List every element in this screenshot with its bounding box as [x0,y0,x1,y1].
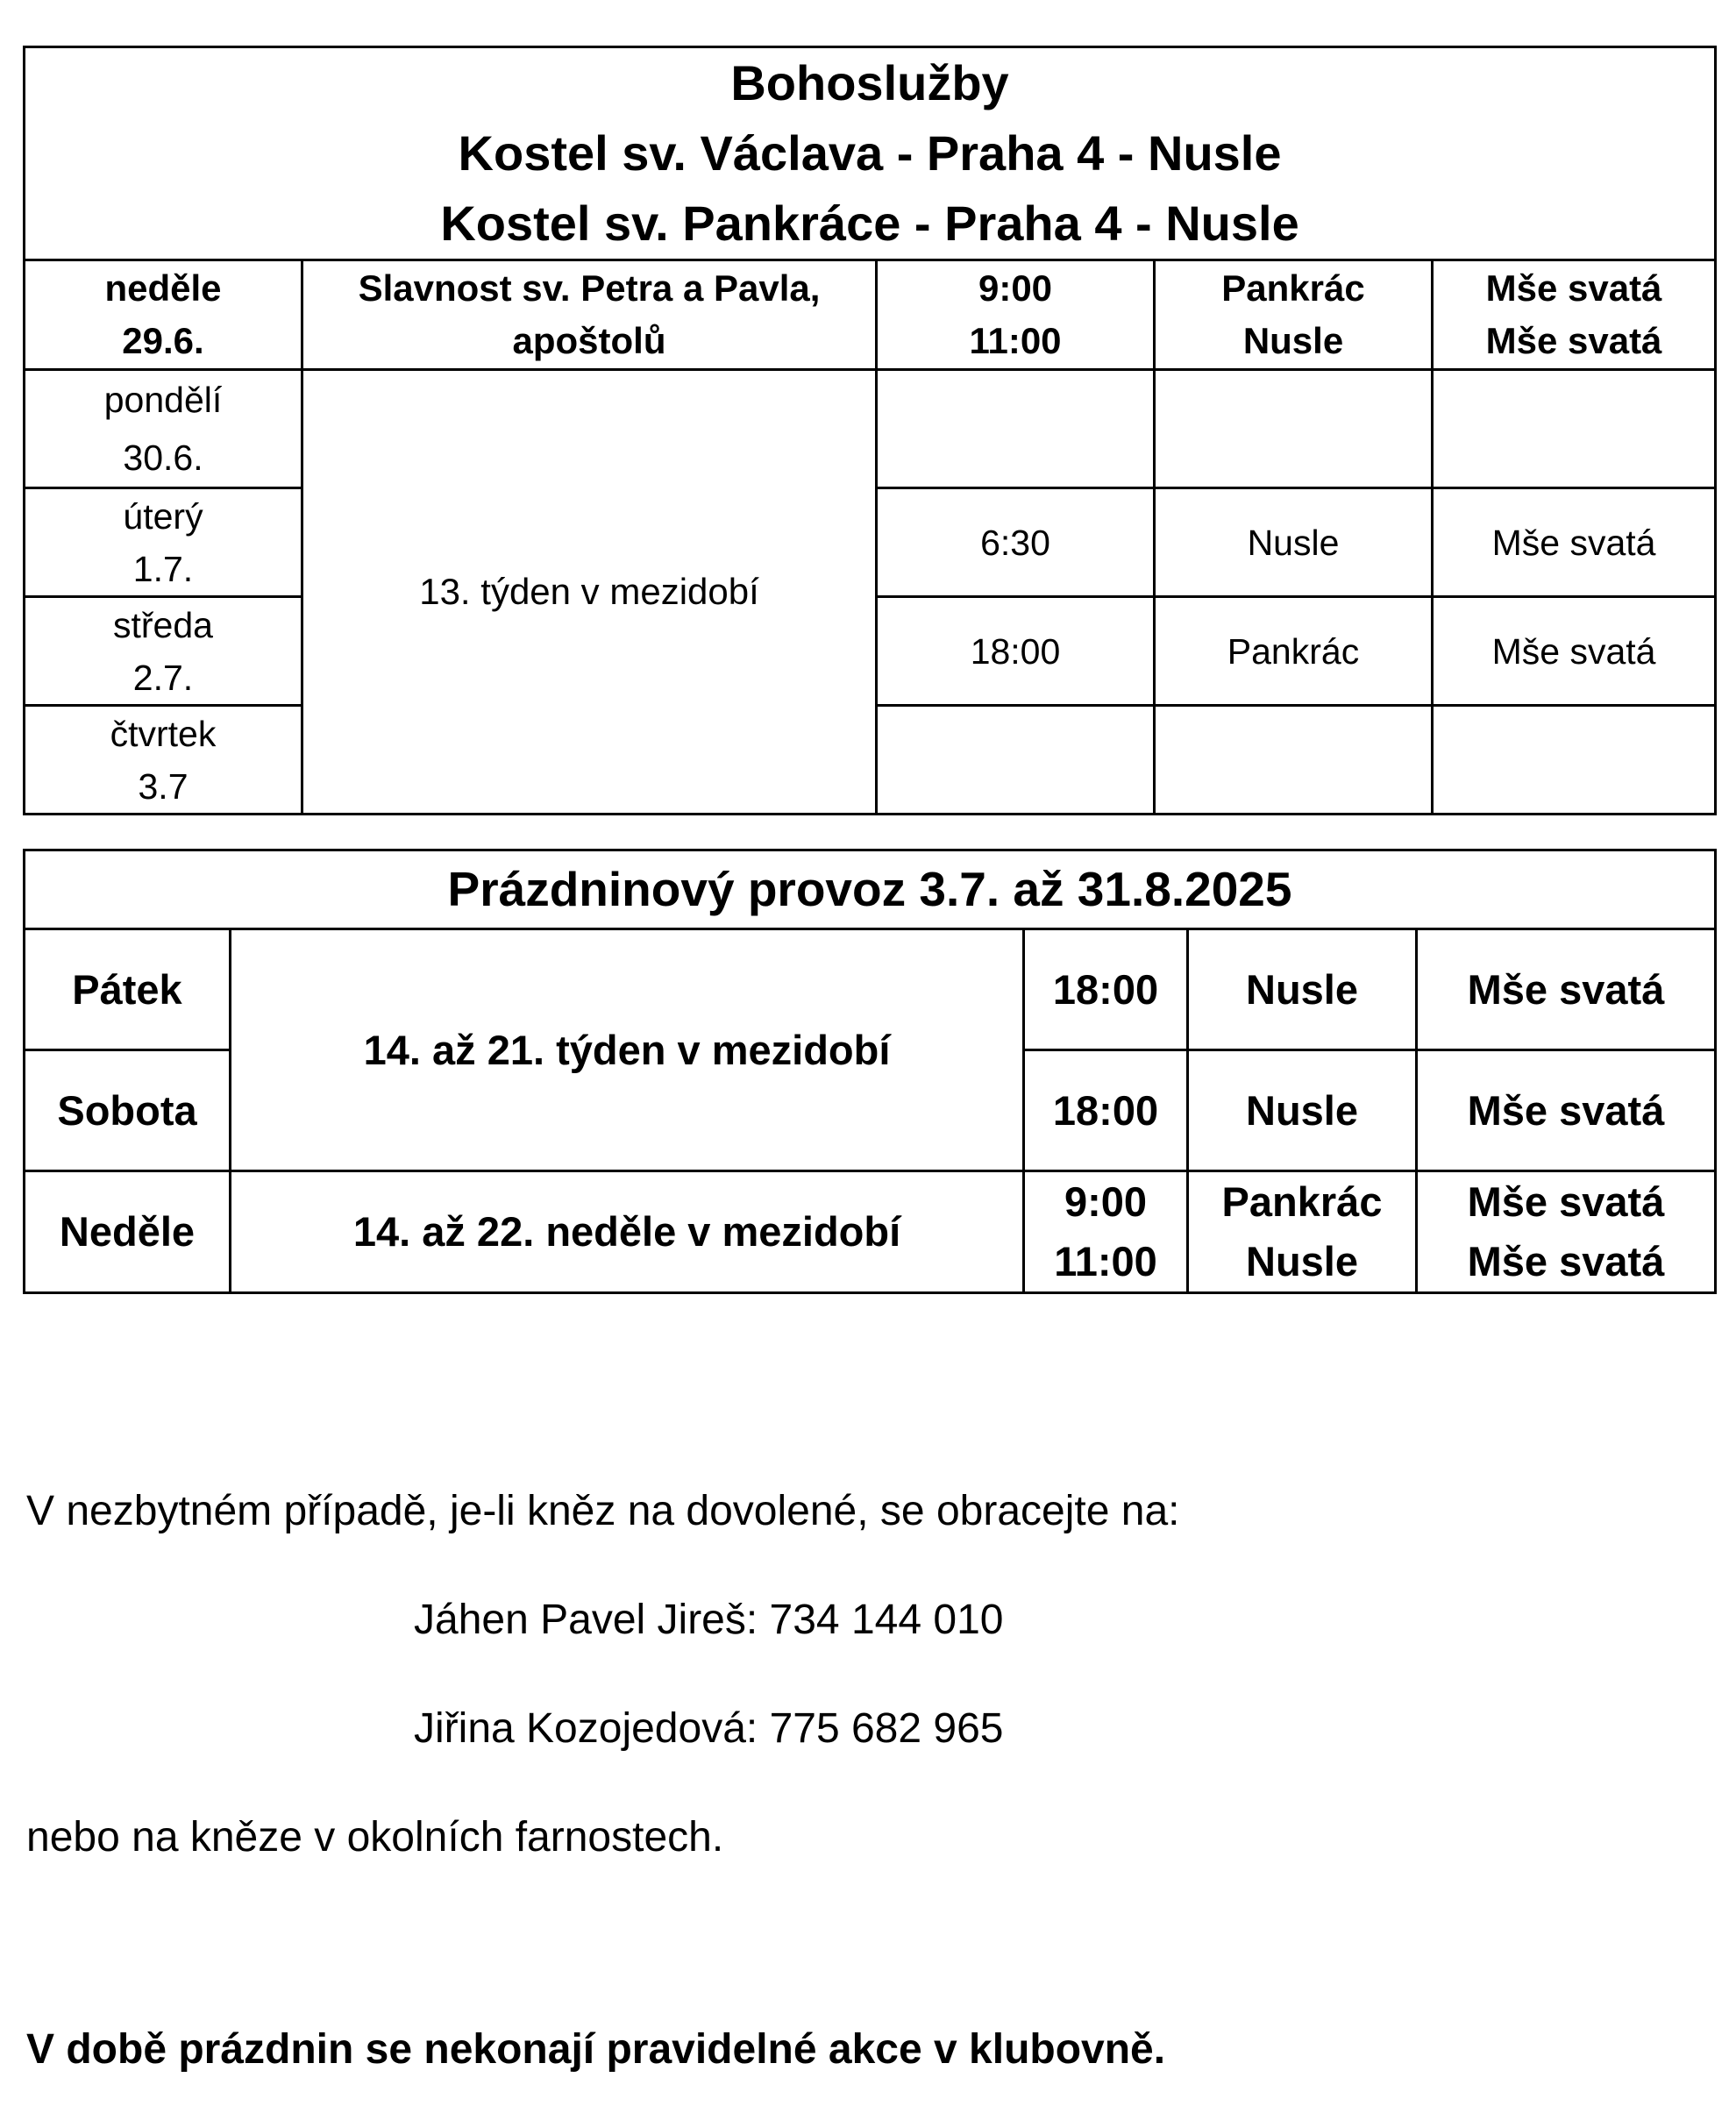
day-cell [25,488,302,597]
day-cell [25,260,302,370]
time-cell [877,260,1155,370]
service-cell [1433,260,1716,370]
service-cell: Mše svatá [1417,929,1716,1050]
time-cell: 18:00 [1024,929,1188,1050]
summer-title: Prázdninový provoz 3.7. až 31.8.2025 [25,850,1716,929]
place-label: Nusle [1246,1238,1358,1284]
feast-label: Slavnost sv. Petra a Pavla, [358,267,821,309]
service-label: Mše svatá [1467,1178,1665,1225]
place-cell: Nusle [1188,1050,1417,1171]
day-cell [25,370,302,488]
service-label: Mše svatá [1485,320,1662,361]
service-cell [1433,706,1716,815]
service-cell [1417,1171,1716,1293]
alternative-note: nebo na kněze v okolních farnostech. [26,1814,724,1861]
place-cell [1155,260,1433,370]
place-label: Pankrác [1221,267,1365,309]
time-label: 9:00 [1064,1178,1148,1225]
day-cell [25,597,302,706]
time-cell [877,370,1155,488]
service-label: Mše svatá [1491,522,1656,563]
schedule-header [25,47,1716,260]
day-cell: Pátek [25,929,231,1050]
emergency-note: V nezbytném případě, je-li kněz na dovolené, se obracejte na: [26,1488,1180,1534]
day-cell: Sobota [25,1050,231,1171]
place-cell: Nusle [1188,929,1417,1050]
weekday-note: 13. týden v mezidobí [419,571,759,612]
page-title: Bohoslužby [730,55,1009,110]
time-label: 18:00 [970,630,1061,672]
place-label: Pankrác [1227,630,1360,672]
feast-label: apoštolů [512,320,666,361]
time-cell [877,488,1155,597]
weekday-note-cell: 14. až 21. týden v mezidobí [231,929,1024,1171]
contact-deacon: Jáhen Pavel Jireš: 734 144 010 [414,1597,1004,1643]
weekday-note-cell [302,370,877,815]
day-label: neděle [104,267,222,309]
table-row [25,370,1716,488]
place-label: Nusle [1242,320,1344,361]
feast-cell [302,260,877,370]
table-row [25,929,1716,1050]
service-label: Mše svatá [1467,1238,1665,1284]
day-cell [25,706,302,815]
date-label: 1.7. [132,548,194,589]
table-row [25,260,1716,370]
weekly-services-table [23,46,1717,815]
place-cell [1155,706,1433,815]
time-label: 6:30 [980,522,1050,563]
place-label: Nusle [1247,522,1340,563]
time-cell [877,597,1155,706]
service-label: Mše svatá [1491,630,1656,672]
time-label: 11:00 [1054,1238,1157,1284]
summer-schedule-table [23,849,1717,1294]
day-label: pondělí [103,380,223,420]
church-name-2: Kostel sv. Pankráce - Praha 4 - Nusle [440,196,1299,251]
service-cell [1433,597,1716,706]
service-cell: Mše svatá [1417,1050,1716,1171]
day-cell: Neděle [25,1171,231,1293]
time-label: 9:00 [978,267,1053,309]
date-label: 2.7. [132,657,194,698]
date-label: 30.6. [123,438,203,478]
time-label: 11:00 [969,320,1062,361]
place-label: Pankrác [1221,1178,1383,1225]
time-cell: 18:00 [1024,1050,1188,1171]
date-label: 3.7 [138,765,189,807]
time-cell [877,706,1155,815]
place-cell [1188,1171,1417,1293]
place-cell [1155,597,1433,706]
date-label: 29.6. [122,320,204,361]
day-label: úterý [123,495,203,537]
table-row [25,1171,1716,1293]
sunday-note-cell: 14. až 22. neděle v mezidobí [231,1171,1024,1293]
contact-second: Jiřina Kozojedová: 775 682 965 [414,1705,1004,1752]
time-cell [1024,1171,1188,1293]
place-cell [1155,370,1433,488]
club-note: V době prázdnin se nekonají pravidelné akce v klubovně. [26,2026,1166,2073]
day-label: středa [113,604,213,645]
place-cell [1155,488,1433,597]
service-label: Mše svatá [1485,267,1662,309]
church-name-1: Kostel sv. Václava - Praha 4 - Nusle [458,125,1282,181]
service-cell [1433,488,1716,597]
service-cell [1433,370,1716,488]
day-label: čtvrtek [110,713,217,754]
